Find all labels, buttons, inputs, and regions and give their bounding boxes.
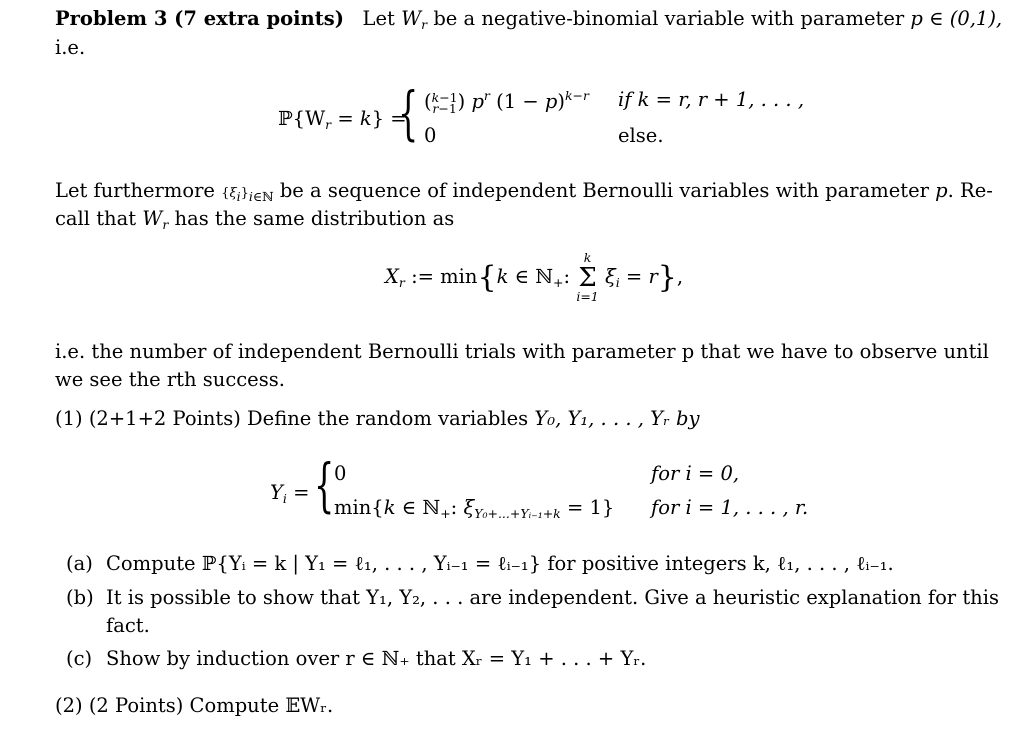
intro-rest: be a negative-binomial variable with parameter <box>433 7 905 30</box>
yi-lhs: $Y_i$ = <box>270 481 310 506</box>
xr-definition: $X_r$ := min{k ∈ ℕ$_+$: k Σ i=1 $\xi_i = r$}, <box>385 250 684 304</box>
pmf-lhs: $ℙ\{W_r = k\}$ = <box>278 107 407 132</box>
pmf-case2-cond: else. <box>618 124 664 147</box>
subpart-a-label: (a) <box>66 552 93 575</box>
para2-line1: Let furthermore {ξi}i∈ℕ be a sequence of independent Bernoulli variables with parameter p. Re- <box>55 179 993 204</box>
part2-label: (2) (2 Points) Compute 𝔼Wᵣ. <box>55 694 334 717</box>
part1-label: (1) (2+1+2 Points) Define the random variables Y₀, Y₁, . . . , Yᵣ by <box>55 407 700 430</box>
problem-title: Problem 3 (7 extra points) <box>55 7 344 30</box>
intro-text: Let <box>362 7 395 30</box>
para3-line1: i.e. the number of independent Bernoulli trials with parameter p that we have to observe until <box>55 340 989 363</box>
yi-case2-value: min{k ∈ ℕ$_+$: $\xi_{Y_0+...+Yᵢ_{-1}+k} = 1$} <box>334 496 615 521</box>
subpart-b-label: (b) <box>66 586 94 609</box>
subpart-c-text: Show by induction over r ∈ ℕ₊ that Xᵣ = Y₁ + . . . + Yᵣ. <box>106 647 647 670</box>
param-range: p ∈ (0,1), <box>910 7 1003 30</box>
pmf-case1-value: (k−1 r−1) $p^r$ $(1 - p)^{k-r}$ <box>424 88 589 116</box>
ie-text: i.e. <box>55 36 86 59</box>
sum-operator: k Σ i=1 <box>576 250 599 304</box>
pmf-case2-value: 0 <box>424 124 437 147</box>
yi-case1-value: 0 <box>334 462 347 485</box>
yi-case1-cond: for i = 0, <box>651 462 740 485</box>
subpart-a-text: Compute ℙ{Yᵢ = k | Y₁ = ℓ₁, . . . , Yᵢ₋₁ = ℓᵢ₋₁} for positive integers k, ℓ₁, . . . , ℓᵢ₋₁. <box>106 552 894 575</box>
problem-header: Problem 3 (7 extra points) Let $W_r$ be a negative-binomial variable with parameter p ∈ (0,1), <box>55 7 1003 32</box>
yi-case2-cond: for i = 1, . . . , r. <box>651 496 809 519</box>
pmf-case1-cond: if k = r, r + 1, . . . , <box>618 88 805 111</box>
pmf-brace: { <box>398 79 419 147</box>
subpart-b-text-line2: fact. <box>106 614 150 637</box>
para3-line2: we see the rth success. <box>55 368 285 391</box>
subpart-c-label: (c) <box>66 647 93 670</box>
subpart-b-text-line1: It is possible to show that Y₁, Y₂, . . . are independent. Give a heuristic explanation for this <box>106 586 999 609</box>
para2-line2: call that $W_r$ has the same distribution as <box>55 207 455 232</box>
yi-brace: { <box>314 451 335 519</box>
